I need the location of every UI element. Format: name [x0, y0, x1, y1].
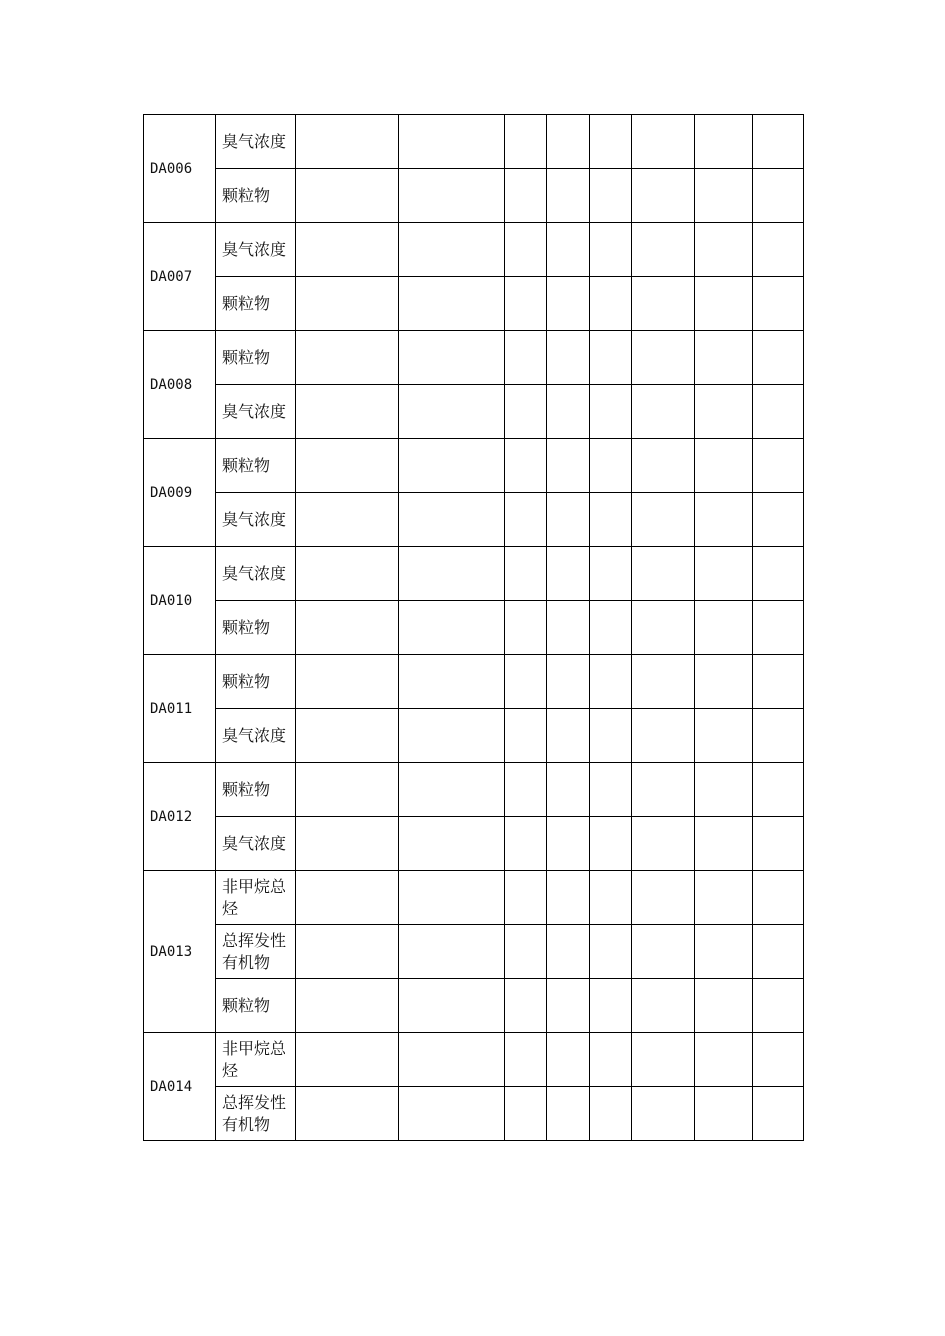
pollutant-cell: 颗粒物: [216, 331, 296, 385]
empty-cell: [632, 925, 695, 979]
empty-cell: [296, 493, 399, 547]
empty-cell: [505, 871, 547, 925]
pollutant-cell: 臭气浓度: [216, 223, 296, 277]
empty-cell: [547, 169, 590, 223]
empty-cell: [547, 709, 590, 763]
empty-cell: [695, 547, 753, 601]
empty-cell: [399, 223, 505, 277]
empty-cell: [296, 115, 399, 169]
empty-cell: [632, 439, 695, 493]
empty-cell: [547, 547, 590, 601]
empty-cell: [590, 547, 632, 601]
empty-cell: [590, 439, 632, 493]
empty-cell: [753, 763, 804, 817]
empty-cell: [695, 1033, 753, 1087]
empty-cell: [547, 493, 590, 547]
empty-cell: [753, 979, 804, 1033]
empty-cell: [632, 601, 695, 655]
empty-cell: [399, 709, 505, 763]
pollutant-cell: 非甲烷总烃: [216, 871, 296, 925]
empty-cell: [632, 763, 695, 817]
empty-cell: [547, 925, 590, 979]
empty-cell: [547, 871, 590, 925]
empty-cell: [296, 223, 399, 277]
empty-cell: [753, 1087, 804, 1141]
empty-cell: [296, 601, 399, 655]
empty-cell: [296, 277, 399, 331]
empty-cell: [399, 655, 505, 709]
pollutant-cell: 颗粒物: [216, 979, 296, 1033]
empty-cell: [399, 601, 505, 655]
empty-cell: [399, 169, 505, 223]
table-row: [144, 277, 804, 331]
outlet-id-cell: DA013: [144, 871, 216, 1033]
table-row: [144, 871, 804, 925]
empty-cell: [695, 709, 753, 763]
table-row: [144, 439, 804, 493]
empty-cell: [632, 547, 695, 601]
empty-cell: [505, 277, 547, 331]
empty-cell: [753, 709, 804, 763]
empty-cell: [753, 439, 804, 493]
empty-cell: [296, 655, 399, 709]
empty-cell: [505, 655, 547, 709]
pollutant-cell: 颗粒物: [216, 763, 296, 817]
empty-cell: [590, 763, 632, 817]
empty-cell: [296, 871, 399, 925]
empty-cell: [296, 169, 399, 223]
empty-cell: [753, 655, 804, 709]
table-row: [144, 1087, 804, 1141]
empty-cell: [632, 1087, 695, 1141]
empty-cell: [753, 169, 804, 223]
empty-cell: [753, 331, 804, 385]
empty-cell: [695, 601, 753, 655]
empty-cell: [632, 1033, 695, 1087]
empty-cell: [695, 817, 753, 871]
empty-cell: [547, 1033, 590, 1087]
pollutant-cell: 臭气浓度: [216, 385, 296, 439]
empty-cell: [547, 277, 590, 331]
empty-cell: [505, 925, 547, 979]
pollutant-cell: 臭气浓度: [216, 547, 296, 601]
empty-cell: [505, 223, 547, 277]
pollutant-cell: 非甲烷总烃: [216, 1033, 296, 1087]
empty-cell: [695, 169, 753, 223]
empty-cell: [547, 655, 590, 709]
empty-cell: [695, 979, 753, 1033]
empty-cell: [505, 439, 547, 493]
empty-cell: [590, 655, 632, 709]
empty-cell: [590, 493, 632, 547]
pollutant-cell: 臭气浓度: [216, 817, 296, 871]
pollutant-cell: 颗粒物: [216, 439, 296, 493]
empty-cell: [632, 817, 695, 871]
empty-cell: [399, 385, 505, 439]
empty-cell: [505, 385, 547, 439]
table-row: [144, 223, 804, 277]
empty-cell: [547, 439, 590, 493]
empty-cell: [632, 979, 695, 1033]
table-row: [144, 547, 804, 601]
empty-cell: [632, 115, 695, 169]
pollutant-cell: 臭气浓度: [216, 115, 296, 169]
outlet-id-cell: DA010: [144, 547, 216, 655]
empty-cell: [695, 655, 753, 709]
empty-cell: [505, 763, 547, 817]
table-row: [144, 1033, 804, 1087]
empty-cell: [505, 601, 547, 655]
empty-cell: [753, 493, 804, 547]
table-row: [144, 169, 804, 223]
empty-cell: [399, 331, 505, 385]
empty-cell: [505, 979, 547, 1033]
empty-cell: [695, 385, 753, 439]
empty-cell: [695, 115, 753, 169]
empty-cell: [296, 763, 399, 817]
empty-cell: [695, 871, 753, 925]
empty-cell: [296, 385, 399, 439]
empty-cell: [399, 115, 505, 169]
empty-cell: [590, 277, 632, 331]
empty-cell: [695, 331, 753, 385]
pollutant-cell: 臭气浓度: [216, 709, 296, 763]
empty-cell: [505, 709, 547, 763]
empty-cell: [632, 655, 695, 709]
outlet-id-cell: DA012: [144, 763, 216, 871]
outlet-id-cell: DA006: [144, 115, 216, 223]
empty-cell: [296, 1033, 399, 1087]
empty-cell: [505, 331, 547, 385]
empty-cell: [695, 1087, 753, 1141]
empty-cell: [632, 169, 695, 223]
empty-cell: [399, 979, 505, 1033]
pollutant-cell: 颗粒物: [216, 169, 296, 223]
empty-cell: [753, 817, 804, 871]
empty-cell: [632, 331, 695, 385]
empty-cell: [399, 925, 505, 979]
empty-cell: [632, 709, 695, 763]
table-row: [144, 331, 804, 385]
pollutant-cell: 总挥发性有机物: [216, 925, 296, 979]
outlet-id-cell: DA014: [144, 1033, 216, 1141]
empty-cell: [547, 115, 590, 169]
empty-cell: [399, 547, 505, 601]
empty-cell: [695, 223, 753, 277]
empty-cell: [753, 1033, 804, 1087]
empty-cell: [632, 277, 695, 331]
empty-cell: [590, 331, 632, 385]
empty-cell: [590, 871, 632, 925]
pollutant-cell: 颗粒物: [216, 601, 296, 655]
empty-cell: [590, 1033, 632, 1087]
empty-cell: [505, 1033, 547, 1087]
empty-cell: [590, 925, 632, 979]
empty-cell: [753, 925, 804, 979]
empty-cell: [695, 277, 753, 331]
empty-cell: [399, 1033, 505, 1087]
empty-cell: [590, 223, 632, 277]
empty-cell: [547, 979, 590, 1033]
empty-cell: [296, 439, 399, 493]
empty-cell: [547, 1087, 590, 1141]
empty-cell: [547, 763, 590, 817]
empty-cell: [753, 601, 804, 655]
empty-cell: [399, 493, 505, 547]
empty-cell: [296, 547, 399, 601]
empty-cell: [296, 709, 399, 763]
table-row: [144, 115, 804, 169]
empty-cell: [547, 601, 590, 655]
empty-cell: [753, 547, 804, 601]
empty-cell: [547, 385, 590, 439]
outlet-id-cell: DA008: [144, 331, 216, 439]
empty-cell: [590, 385, 632, 439]
empty-cell: [590, 817, 632, 871]
empty-cell: [296, 1087, 399, 1141]
empty-cell: [632, 493, 695, 547]
outlet-id-cell: DA011: [144, 655, 216, 763]
empty-cell: [399, 1087, 505, 1141]
empty-cell: [296, 979, 399, 1033]
empty-cell: [399, 871, 505, 925]
table-row: [144, 601, 804, 655]
table-row: [144, 709, 804, 763]
empty-cell: [296, 817, 399, 871]
empty-cell: [399, 277, 505, 331]
empty-cell: [505, 547, 547, 601]
empty-cell: [505, 1087, 547, 1141]
empty-cell: [695, 493, 753, 547]
empty-cell: [632, 223, 695, 277]
empty-cell: [590, 709, 632, 763]
empty-cell: [547, 817, 590, 871]
empty-cell: [505, 169, 547, 223]
table-row: [144, 385, 804, 439]
empty-cell: [753, 277, 804, 331]
empty-cell: [632, 385, 695, 439]
empty-cell: [590, 169, 632, 223]
empty-cell: [590, 115, 632, 169]
pollutant-cell: 颗粒物: [216, 655, 296, 709]
empty-cell: [399, 817, 505, 871]
table-row: [144, 763, 804, 817]
empty-cell: [399, 439, 505, 493]
table-row: [144, 979, 804, 1033]
table-row: [144, 655, 804, 709]
table-row: [144, 925, 804, 979]
monitoring-table-container: [143, 114, 803, 1141]
empty-cell: [296, 925, 399, 979]
empty-cell: [547, 223, 590, 277]
empty-cell: [590, 979, 632, 1033]
pollutant-cell: 总挥发性有机物: [216, 1087, 296, 1141]
empty-cell: [695, 439, 753, 493]
empty-cell: [296, 331, 399, 385]
empty-cell: [695, 925, 753, 979]
empty-cell: [505, 493, 547, 547]
empty-cell: [590, 1087, 632, 1141]
empty-cell: [753, 115, 804, 169]
empty-cell: [753, 871, 804, 925]
outlet-id-cell: DA007: [144, 223, 216, 331]
monitoring-table: [143, 114, 804, 1141]
empty-cell: [590, 601, 632, 655]
empty-cell: [399, 763, 505, 817]
empty-cell: [695, 763, 753, 817]
empty-cell: [632, 871, 695, 925]
empty-cell: [753, 223, 804, 277]
outlet-id-cell: DA009: [144, 439, 216, 547]
pollutant-cell: 臭气浓度: [216, 493, 296, 547]
empty-cell: [505, 115, 547, 169]
table-row: [144, 493, 804, 547]
table-body: [144, 115, 804, 1141]
pollutant-cell: 颗粒物: [216, 277, 296, 331]
empty-cell: [753, 385, 804, 439]
table-row: [144, 817, 804, 871]
empty-cell: [505, 817, 547, 871]
empty-cell: [547, 331, 590, 385]
